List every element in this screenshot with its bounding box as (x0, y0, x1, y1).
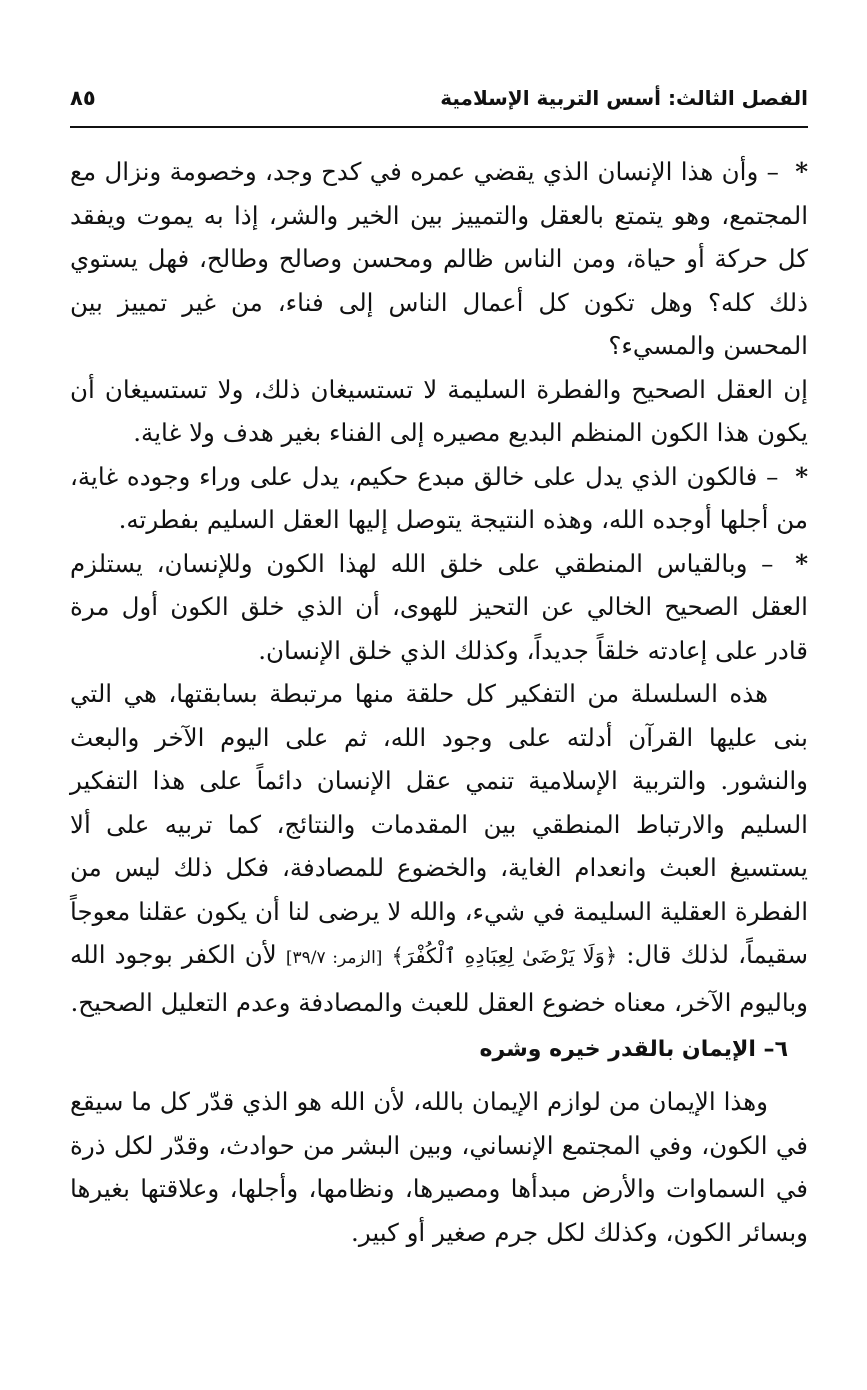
page-body (70, 150, 808, 1254)
running-header (70, 86, 808, 128)
bullet-text: – وبالقياس المنطقي على خلق الله لهذا الكون وللإنسان، يستلزم العقل الصحيح الخالي عن التحيز للهوى، أن الذي خلق الكون أول مرة قادر على إعادته خلقاً جديداً، وكذلك الذي خلق الإنسان. (70, 548, 808, 665)
asterisk-bullet: * (795, 157, 808, 186)
book-page (70, 86, 808, 1254)
section-heading: ٦– الإيمان بالقدر خيره وشره (479, 1037, 788, 1062)
paragraph-reason: إن العقل الصحيح والفطرة السليمة لا تستسيغان ذلك، ولا تستسيغان أن يكون هذا الكون المنظم البديع مصيره إلى الفناء بغير هدف ولا غاية. (70, 374, 808, 447)
verse-reference: [الزمر: ٣٩/٧] (285, 948, 383, 968)
paragraph-text: هذه السلسلة من التفكير كل حلقة منها مرتبطة بسابقتها، هي التي بنى عليها القرآن أدلته على وجود الله، ثم على اليوم الآخر والبعث والنشور. والتربية الإسلامية تنمي عقل الإنسان دائماً على هذا التفكير السليم والارتباط المنطقي بين المقدمات والنتائج، كما تربيه على ألا يستسيغ العبث وانعدام الغاية، والخضوع للمصادفة، فكل ذلك ليس من الفطرة العقلية السليمة في شيء، والله لا يرضى لنا أن يكون عقلنا معوجاً سقيماً، لذلك قال: (70, 679, 808, 969)
bullet-text: – فالكون الذي يدل على خالق مبدع حكيم، يدل على وراء وجوده غاية، من أجلها أوجده الله، وهذه النتيجة يتوصل إليها العقل السليم بفطرته. (70, 461, 808, 534)
quran-quote: ﴿وَلَا يَرْضَىٰ لِعِبَادِهِ ٱلْكُفْرَ﴾ (391, 944, 618, 968)
paragraph-text: لأن الكفر بوجود الله وباليوم الآخر، معناه خضوع العقل للعبث والمصادفة وعدم التعليل الصحيح. (70, 940, 808, 1017)
paragraph-qadar: وهذا الإيمان من لوازم الإيمان بالله، لأن الله هو الذي قدّر كل ما سيقع في الكون، وفي المجتمع الإنساني، وبين البشر من حوادث، وقدّر لكل ذرة في السماوات والأرض مبدأها ومصيرها، ونظامها، وأجلها، وعلاقتها بغيرها وبسائر الكون، وكذلك لكل جرم صغير أو كبير. (70, 1087, 808, 1247)
paragraph-reasoning-chain (70, 672, 808, 1024)
bullet-paragraph (70, 150, 808, 368)
page-number: ٨٥ (70, 86, 96, 110)
bullet-paragraph (70, 455, 808, 542)
asterisk-bullet: * (795, 548, 808, 578)
bullet-text: – وأن هذا الإنسان الذي يقضي عمره في كدح وجد، وخصومة ونزال مع المجتمع، وهو يتمتع بالعقل والتمييز بين الخير والشر، إذا به يموت ويفقد كل حركة أو حياة، ومن الناس ظالم ومحسن وصالح وطالح، فهل يستوي ذلك كله؟ وهل تكون كل أعمال الناس إلى فناء، من غير تمييز بين المحسن والمسيء؟ (70, 157, 808, 360)
asterisk-bullet: * (795, 461, 808, 491)
bullet-paragraph (70, 542, 808, 673)
chapter-title: الفصل الثالث: أسس التربية الإسلامية (440, 86, 808, 110)
